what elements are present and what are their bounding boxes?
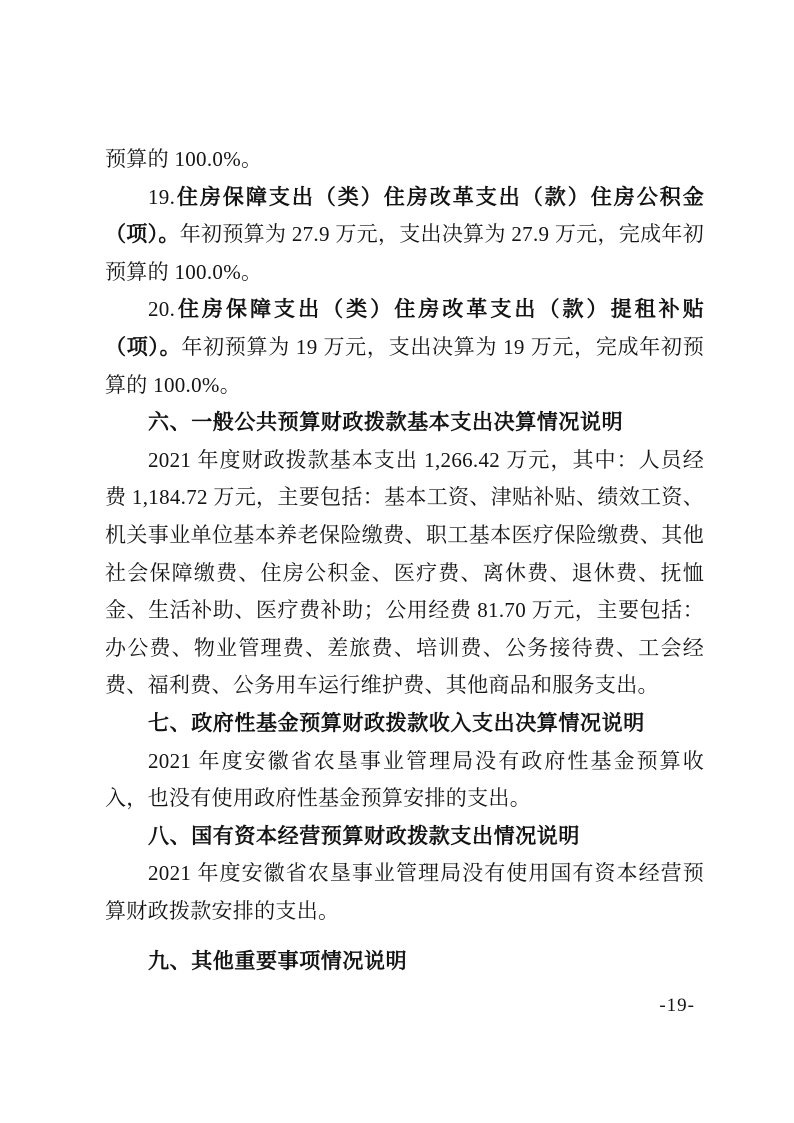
section-heading-8: 八、国有资本经营预算财政拨款支出情况说明 (148, 824, 580, 848)
numbered-item-19 (105, 179, 704, 292)
item-number: 20. (148, 297, 176, 322)
item-title: 住房保障支出（类）住房改革支出（款）住房公积金（项）。 (105, 184, 704, 247)
paragraph-basic-expenditure: 2021 年度财政拨款基本支出 1,266.42 万元，其中：人员经费 1,184.72 万元，主要包括：基本工资、津贴补贴、绩效工资、机关事业单位基本养老保险缴费、职工基本医疗保险缴费、其他社会保障缴费、住房公积金、医疗费、离休费、退休费、抚恤金、生活补助、医疗费补助；公用经费 81.70 万元，主要包括：办公费、物业管理费、差旅费、培训费、公务接待费、工会经费、福利费、公务用车运行维护费、其他商品和服务支出。 (105, 447, 704, 698)
item-body: 年初预算为 27.9 万元，支出决算为 27.9 万元，完成年初预算的 100.0%。 (105, 222, 704, 284)
item-body: 年初预算为 19 万元，支出决算为 19 万元，完成年初预算的 100.0%。 (105, 334, 704, 397)
item-title: 住房保障支出（类）住房改革支出（款）提租补贴（项）。 (105, 297, 704, 359)
section-heading-9: 九、其他重要事项情况说明 (148, 950, 408, 974)
numbered-item-20 (105, 291, 704, 404)
paragraph-continuation: 预算的 100.0%。 (105, 147, 263, 171)
item-number: 19. (148, 184, 176, 209)
page-number: -19- (659, 995, 695, 1016)
section-heading-7: 七、政府性基金预算财政拨款收入支出决算情况说明 (148, 711, 645, 735)
section-heading-6: 六、一般公共预算财政拨款基本支出决算情况说明 (148, 411, 624, 435)
document-body (105, 141, 704, 981)
paragraph-state-capital: 2021 年度安徽省农垦事业管理局没有使用国有资本经营预算财政拨款安排的支出。 (105, 861, 704, 923)
paragraph-government-fund: 2021 年度安徽省农垦事业管理局没有政府性基金预算收入，也没有使用政府性基金预算安排的支出。 (105, 748, 704, 811)
